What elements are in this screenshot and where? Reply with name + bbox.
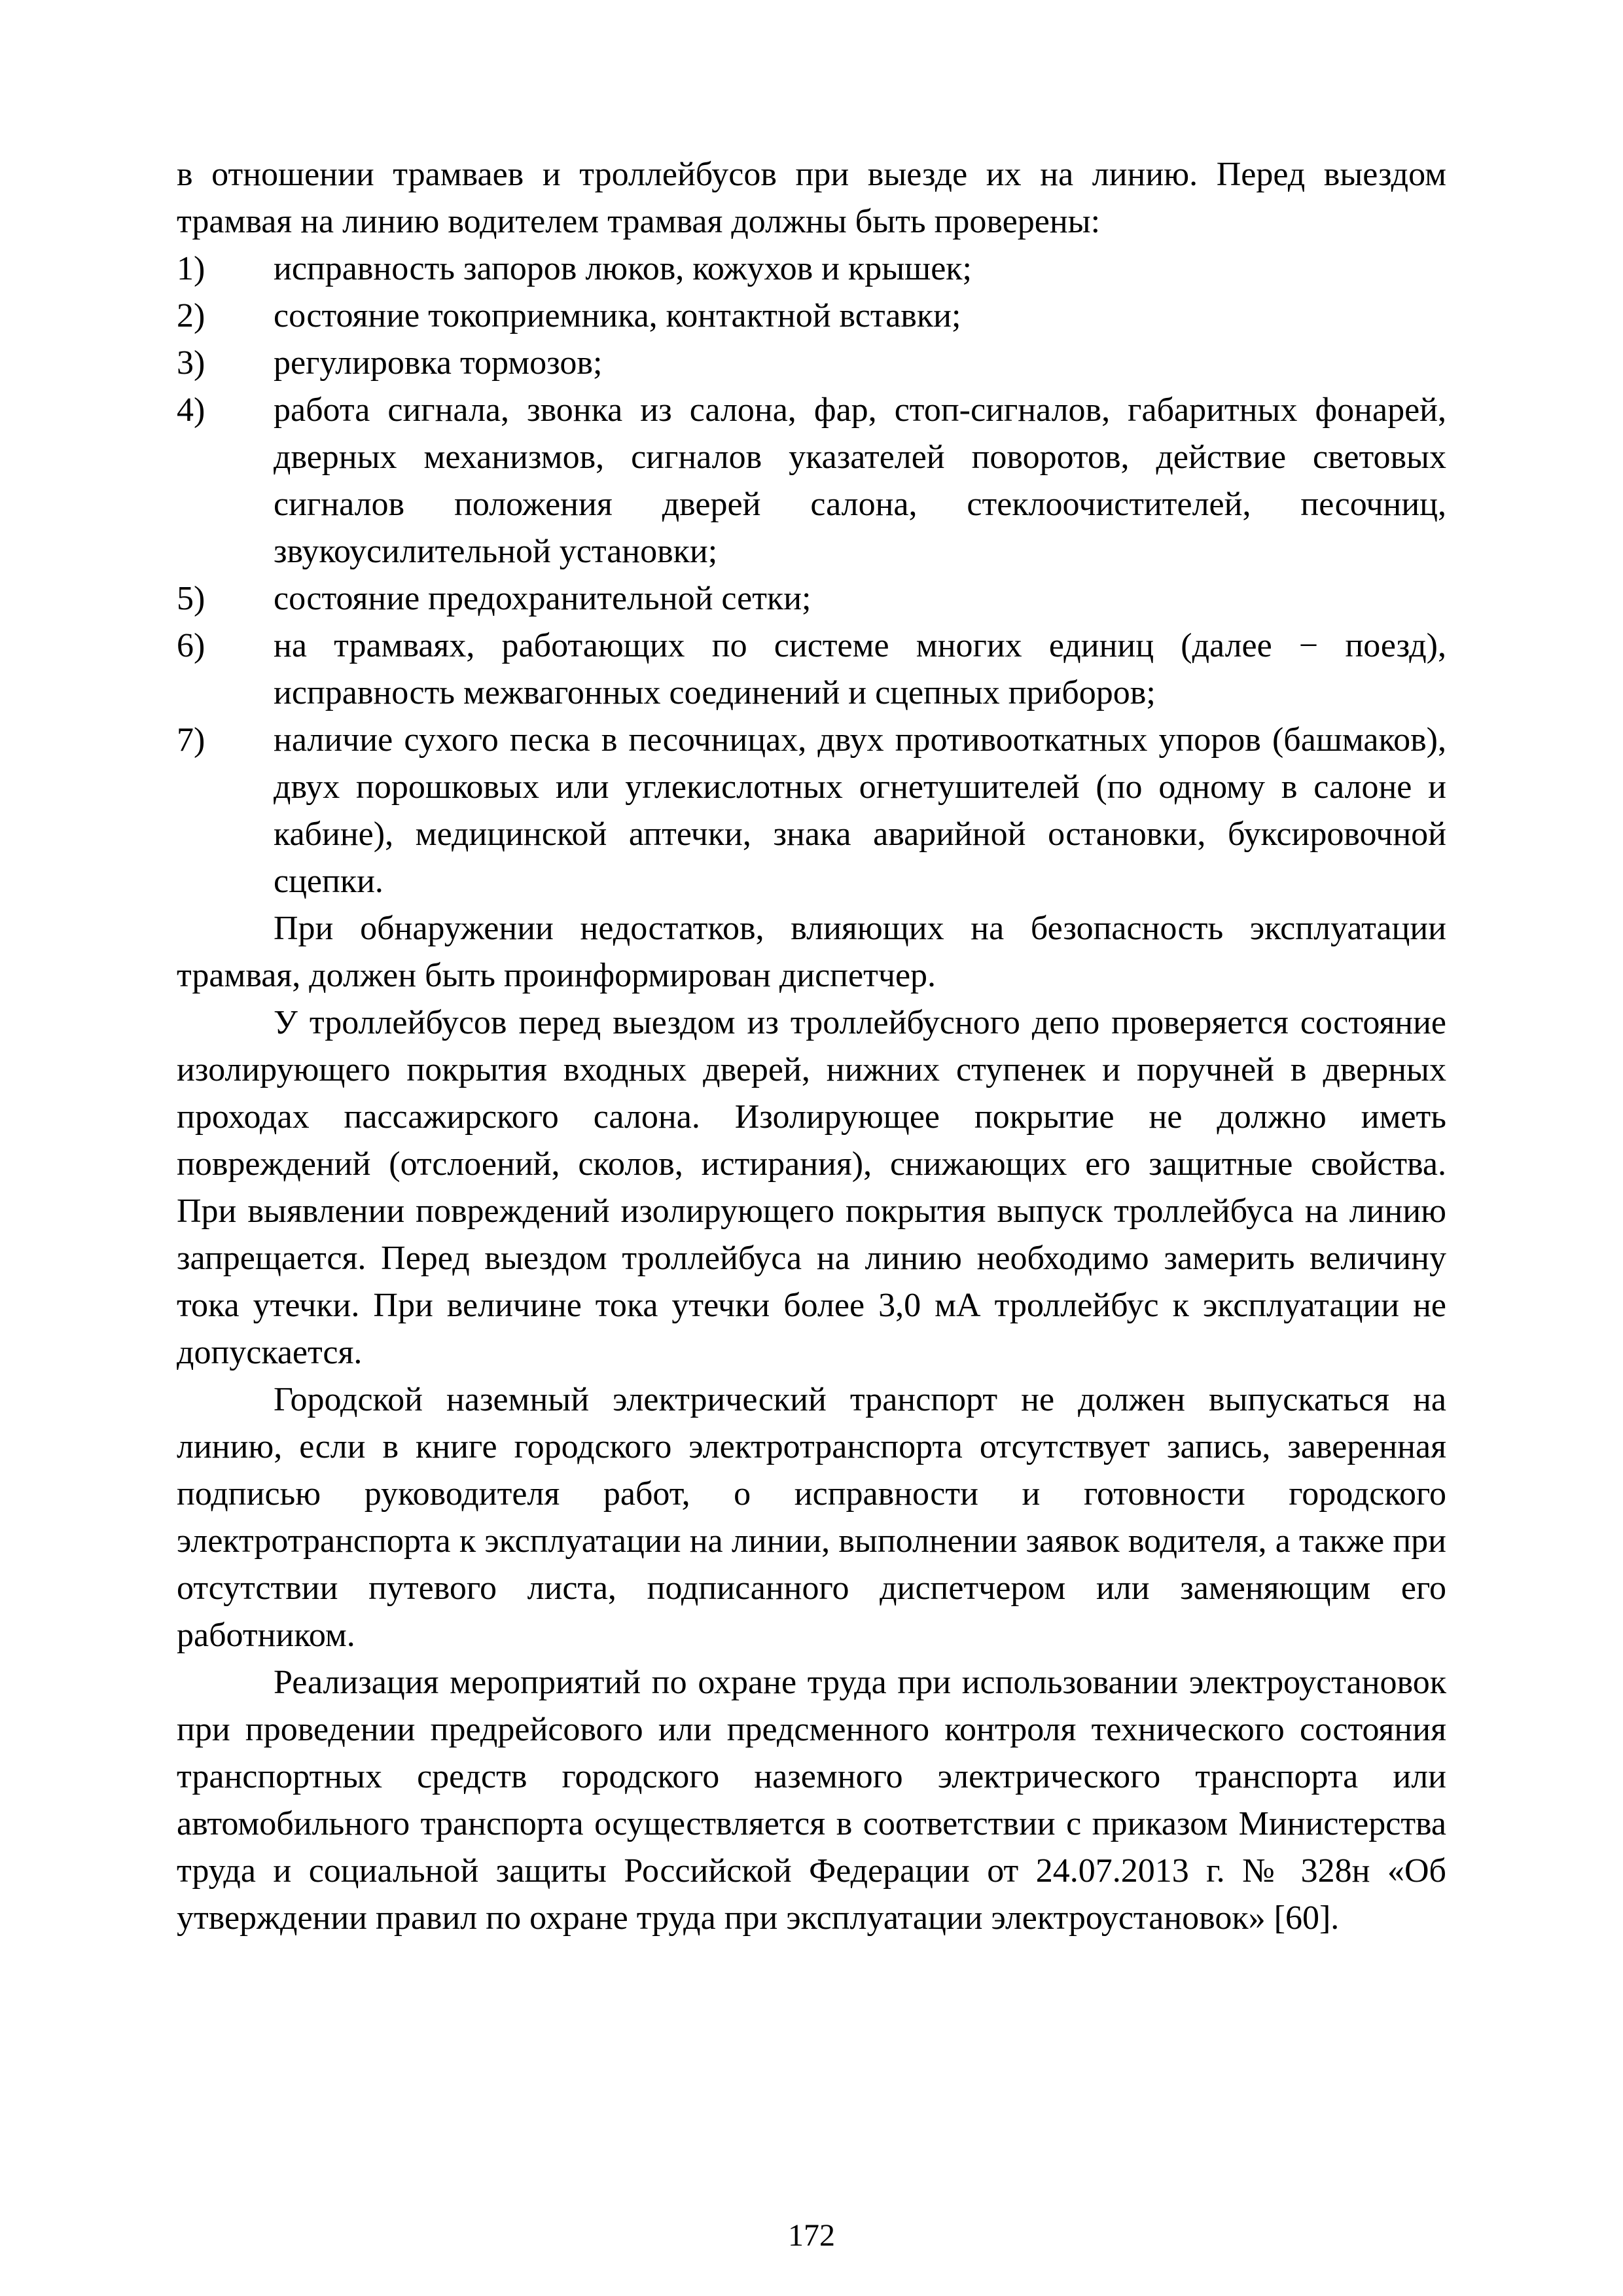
page-body — [177, 151, 1446, 1942]
list-item-number: 4) — [177, 391, 205, 429]
list-item — [177, 575, 1446, 622]
inspection-checklist — [177, 245, 1446, 905]
paragraph-labor-safety: Реализация мероприятий по охране труда при использовании электроустановок при проведении предрейсового или предсменного контроля технического состояния транспортных средств городского наземного электрического транспорта или автомобильного транспорта осуществляется в соответствии с приказом Министерства труда и социальной защиты Российской Федерации от 24.07.2013 г. № 328н «Об утверждении правил по охране труда при эксплуатации электроустановок» [60]. — [177, 1664, 1446, 1937]
list-item-text: на трамваях, работающих по системе многих единиц (далее − поезд), исправность межвагонных соединений и сцепных приборов; — [274, 627, 1446, 711]
list-item — [177, 340, 1446, 387]
list-item — [177, 622, 1446, 717]
list-item-number: 1) — [177, 250, 205, 287]
list-item-number: 6) — [177, 627, 205, 664]
list-item-text: работа сигнала, звонка из салона, фар, стоп-сигналов, габаритных фонарей, дверных механизмов, сигналов указателей поворотов, действие световых сигналов положения дверей салона, стеклоочистителей, песочниц, звукоусилительной установки; — [274, 391, 1446, 570]
page-number: 172 — [788, 2218, 835, 2253]
list-item-text: исправность запоров люков, кожухов и крышек; — [274, 250, 972, 287]
list-item-text: состояние токоприемника, контактной вставки; — [274, 297, 961, 334]
list-item — [177, 717, 1446, 905]
list-item-number: 2) — [177, 297, 205, 334]
list-item-number: 3) — [177, 344, 205, 382]
list-item-number: 5) — [177, 580, 205, 617]
list-item-text: регулировка тормозов; — [274, 344, 603, 382]
intro-paragraph: в отношении трамваев и троллейбусов при выезде их на линию. Перед выездом трамвая на линию водителем трамвая должны быть проверены: — [177, 156, 1446, 240]
list-item — [177, 387, 1446, 575]
list-item-number: 7) — [177, 721, 205, 759]
list-item — [177, 245, 1446, 293]
paragraph-release-conditions: Городской наземный электрический транспорт не должен выпускаться на линию, если в книге городского электротранспорта отсутствует запись, заверенная подписью руководителя работ, о исправности и готовности городского электротранспорта к эксплуатации на линии, выполнении заявок водителя, а также при отсутствии путевого листа, подписанного диспетчером или заменяющим его работником. — [177, 1381, 1446, 1654]
paragraph-deficiencies: При обнаружении недостатков, влияющих на безопасность эксплуатации трамвая, должен быть проинформирован диспетчер. — [177, 910, 1446, 994]
list-item-text: наличие сухого песка в песочницах, двух противооткатных упоров (башмаков), двух порошковых или углекислотных огнетушителей (по одному в салоне и кабине), медицинской аптечки, знака аварийной остановки, буксировочной сцепки. — [274, 721, 1446, 900]
list-item-text: состояние предохранительной сетки; — [274, 580, 812, 617]
paragraph-trolleybus-insulation: У троллейбусов перед выездом из троллейбусного депо проверяется состояние изолирующего покрытия входных дверей, нижних ступенек и поручней в дверных проходах пассажирского салона. Изолирующее покрытие не должно иметь повреждений (отслоений, сколов, истирания), снижающих его защитные свойства. При выявлении повреждений изолирующего покрытия выпуск троллейбуса на линию запрещается. Перед выездом троллейбуса на линию необходимо замерить величину тока утечки. При величине тока утечки более 3,0 мА троллейбус к эксплуатации не допускается. — [177, 1004, 1446, 1371]
list-item — [177, 293, 1446, 340]
